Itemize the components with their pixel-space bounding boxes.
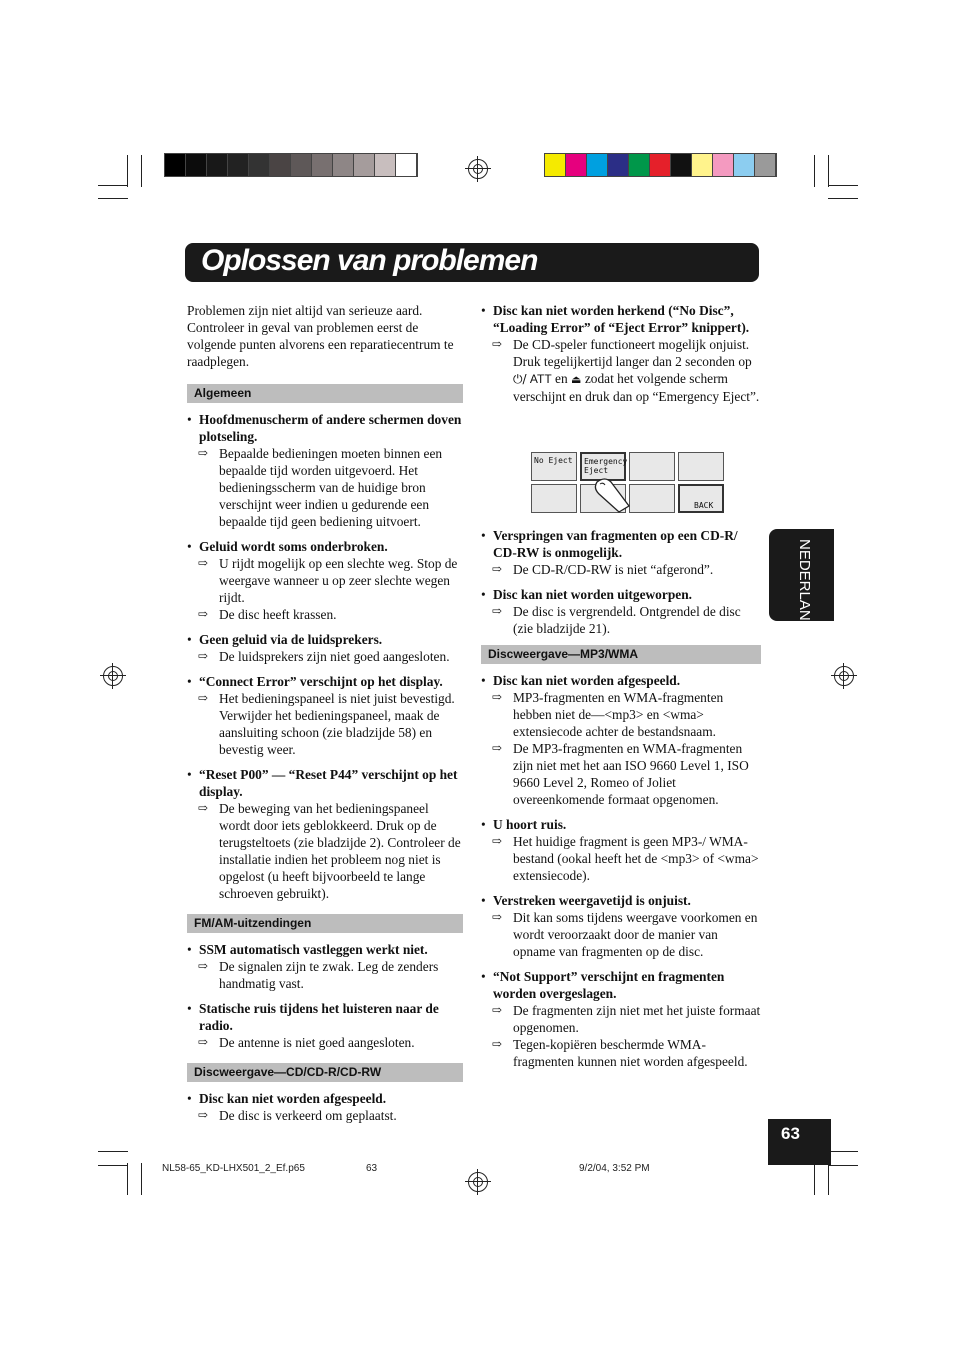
page-number: 63	[781, 1124, 800, 1143]
list-item	[481, 672, 761, 808]
registration-mark-icon	[468, 1172, 488, 1192]
crop-mark	[814, 1163, 815, 1195]
problem: • “Not Support” verschijnt en fragmenten worden overgeslagen.	[481, 968, 761, 1002]
problem: • Disc kan niet worden uitgeworpen.	[481, 586, 761, 603]
grayscale-bar	[164, 153, 418, 177]
solution: ⇨ Het bedieningspaneel is niet juist bevestigd. Verwijder het bedieningspaneel, maak de aansluiting schoon (zie bladzijde 58) en bevestig weer.	[187, 690, 463, 758]
footer-date: 9/2/04, 3:52 PM	[579, 1163, 650, 1174]
solution: ⇨ De disc heeft krassen.	[187, 606, 463, 623]
problem: • Verspringen van fragmenten op een CD-R/ CD-RW is onmogelijk.	[481, 527, 761, 561]
crop-mark	[98, 1165, 128, 1166]
back-button[interactable]: BACK	[678, 484, 724, 513]
crop-mark	[141, 1163, 142, 1195]
empty-button	[531, 484, 577, 513]
crop-mark	[98, 1151, 128, 1152]
list-item	[481, 302, 761, 405]
crop-mark	[828, 1163, 829, 1195]
problem: • Verstreken weergavetijd is onjuist.	[481, 892, 761, 909]
registration-mark-icon	[834, 666, 854, 686]
empty-button	[629, 452, 675, 481]
list-item	[187, 766, 463, 902]
right-column	[481, 302, 761, 413]
left-column	[187, 302, 463, 1132]
emergency-eject-screen	[531, 452, 725, 514]
problem: • Disc kan niet worden herkend (“No Disc”, “Loading Error” of “Eject Error” knippert).	[481, 302, 761, 336]
solution: ⇨ De disc is verkeerd om geplaatst.	[187, 1107, 463, 1124]
solution: ⇨ De fragmenten zijn niet met het juiste formaat opgenomen.	[481, 1002, 761, 1036]
section-header: Discweergave—MP3/WMA	[481, 645, 761, 664]
crop-mark	[828, 1151, 858, 1152]
crop-mark	[828, 185, 858, 186]
language-label: NEDERLANDS	[796, 539, 813, 642]
list-item	[481, 892, 761, 960]
eject-icon: ⏏	[571, 373, 582, 386]
crop-mark	[814, 155, 815, 187]
list-item	[187, 411, 463, 530]
section-header: Discweergave—CD/CD-R/CD-RW	[187, 1063, 463, 1082]
registration-mark-icon	[468, 159, 488, 179]
problem: • Hoofdmenuscherm of andere schermen doven plotseling.	[187, 411, 463, 445]
problem: • U hoort ruis.	[481, 816, 761, 833]
solution: ⇨ De CD-R/CD-RW is niet “afgerond”.	[481, 561, 761, 578]
crop-mark	[828, 155, 829, 187]
list-item	[187, 538, 463, 623]
intro-text: Problemen zijn niet altijd van serieuze aard. Controleer in geval van problemen eerst de volgende punten alvorens een reparatiecentrum te raadplegen.	[187, 303, 454, 369]
title-bar	[185, 243, 759, 282]
crop-mark	[127, 1163, 128, 1195]
att-label: ATT	[529, 372, 552, 386]
crop-mark	[98, 198, 128, 199]
solution: ⇨ De CD-speler functioneert mogelijk onjuist. Druk tegelijkertijd langer dan 2 seconden op ⏻/ ATT en ⏏ zodat het volgende scherm verschijnt en druk dan op “Emergency Eject”.	[481, 336, 761, 405]
solution: ⇨ Bepaalde bedieningen moeten binnen een bepaalde tijd worden uitgevoerd. Het bedieningsscherm van de huidige bron verschijnt weer indien u gedurende een bepaalde tijd geen bediening uitvoert.	[187, 445, 463, 530]
section-header: FM/AM-uitzendingen	[187, 914, 463, 933]
solution: ⇨ De antenne is niet goed aangesloten.	[187, 1034, 463, 1051]
solution: ⇨ MP3-fragmenten en WMA-fragmenten hebben niet de—<mp3> en <wma> extensiecode achter de bestandsnaam.	[481, 689, 761, 740]
footer-file: NL58-65_KD-LHX501_2_Ef.p65	[162, 1163, 305, 1174]
problem: • “Connect Error” verschijnt op het display.	[187, 673, 463, 690]
solution: ⇨ Dit kan soms tijdens weergave voorkomen en wordt veroorzaakt door de manier van opname van fragmenten op de disc.	[481, 909, 761, 960]
list-item	[481, 816, 761, 884]
page-number-box	[768, 1119, 831, 1165]
solution: ⇨ De luidsprekers zijn niet goed aangesloten.	[187, 648, 463, 665]
problem: • Disc kan niet worden afgespeeld.	[481, 672, 761, 689]
solution: ⇨ Tegen-kopiëren beschermde WMA-fragmenten kunnen niet worden afgespeeld.	[481, 1036, 761, 1070]
footer-page: 63	[366, 1163, 378, 1174]
list-item	[481, 586, 761, 637]
emergency-eject-button[interactable]: Emergency Eject	[580, 452, 626, 481]
problem: • SSM automatisch vastleggen werkt niet.	[187, 941, 463, 958]
language-tab	[769, 529, 834, 642]
problem: • Disc kan niet worden afgespeeld.	[187, 1090, 463, 1107]
empty-button	[678, 452, 724, 481]
problem: • Statische ruis tijdens het luisteren naar de radio.	[187, 1000, 463, 1034]
crop-mark	[828, 198, 858, 199]
section-header: Algemeen	[187, 384, 463, 403]
crop-mark	[98, 185, 128, 186]
solution: ⇨ De beweging van het bedieningspaneel wordt door iets geblokkeerd. Druk op de terugsteltoets (zie bladzijde 2). Controleer de installatie indien het probleem nog niet is opgelost (u heeft bijvoorbeeld te lange schroeven gebruikt).	[187, 800, 463, 902]
crop-mark	[127, 155, 128, 187]
list-item	[187, 631, 463, 665]
solution: ⇨ U rijdt mogelijk op een slechte weg. Stop de weergave wanneer u op zeer slechte wegen rijdt.	[187, 555, 463, 606]
finger-icon	[591, 476, 631, 514]
list-item	[187, 1000, 463, 1051]
solution: ⇨ Het huidige fragment is geen MP3-/ WMA-bestand (ookal heeft het de <mp3> of <wma> extensiecode).	[481, 833, 761, 884]
list-item	[187, 941, 463, 992]
color-bar	[544, 153, 777, 177]
empty-button	[629, 484, 675, 513]
crop-mark	[141, 155, 142, 187]
no-eject-button[interactable]: No Eject	[531, 452, 577, 481]
list-item	[481, 527, 761, 578]
list-item	[187, 673, 463, 758]
solution: ⇨ De signalen zijn te zwak. Leg de zenders handmatig vast.	[187, 958, 463, 992]
problem: • Geen geluid via de luidsprekers.	[187, 631, 463, 648]
solution: ⇨ De disc is vergrendeld. Ontgrendel de disc (zie bladzijde 21).	[481, 603, 761, 637]
crop-mark	[828, 1165, 858, 1166]
power-icon: ⏻/	[513, 372, 527, 386]
list-item	[187, 1090, 463, 1124]
solution: ⇨ De MP3-fragmenten en WMA-fragmenten zijn niet met het aan ISO 9660 Level 1, ISO 9660 Level 2, Romeo of Joliet overeenkomende formaat opgenomen.	[481, 740, 761, 808]
problem: • Geluid wordt soms onderbroken.	[187, 538, 463, 555]
page-title: Oplossen van problemen	[201, 244, 538, 277]
right-column-cont	[481, 527, 761, 1078]
problem: • “Reset P00” — “Reset P44” verschijnt op het display.	[187, 766, 463, 800]
list-item	[481, 968, 761, 1070]
registration-mark-icon	[103, 666, 123, 686]
